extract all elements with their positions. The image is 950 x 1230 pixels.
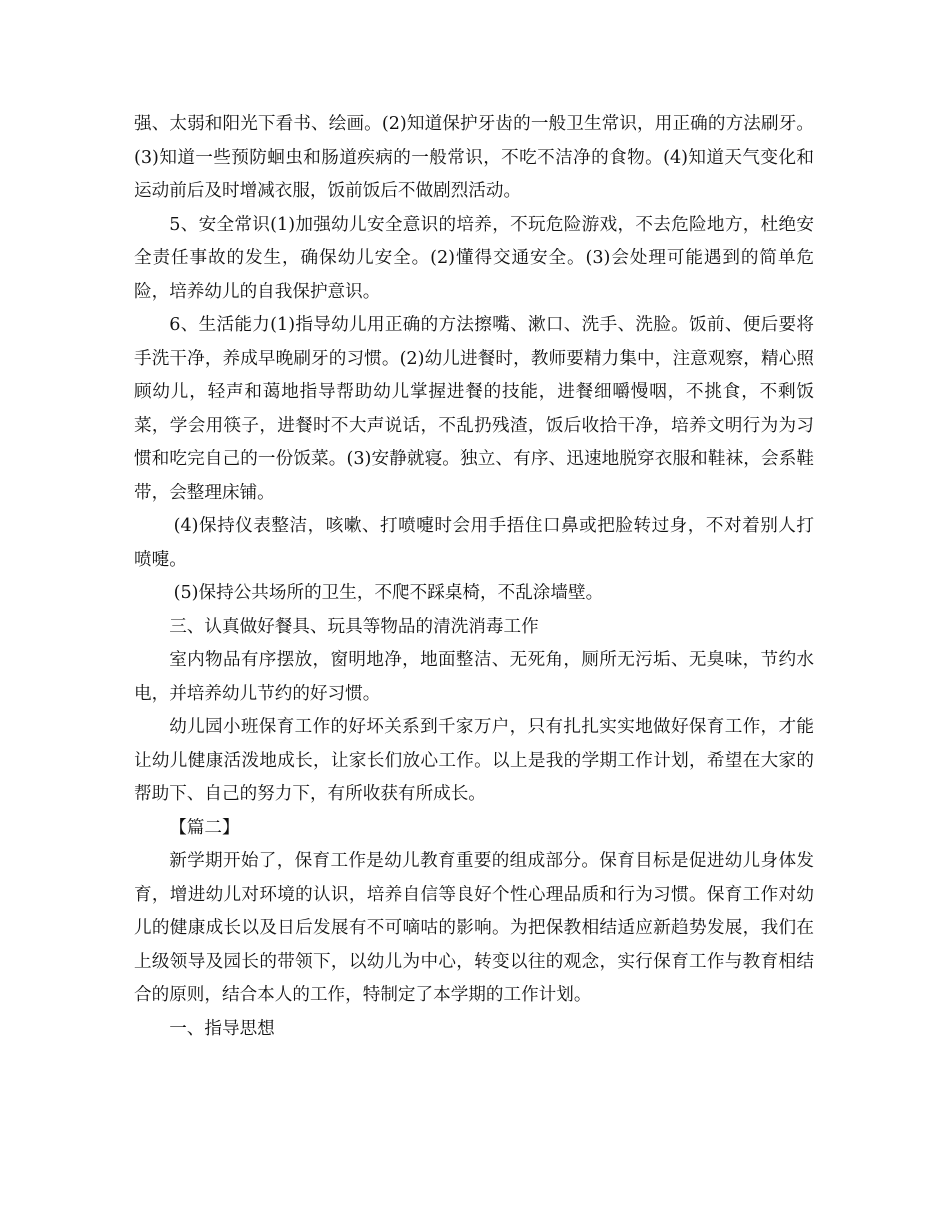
paragraph-conclusion: 幼儿园小班保育工作的好坏关系到千家万户，只有扎扎实实地做好保育工作，才能让幼儿健康活泼地成长，让家长们放心工作。以上是我的学期工作计划，希望在大家的帮助下、自己的努力下，有所收获有所成长。 bbox=[134, 717, 814, 804]
paragraph-life-skills: 6、生活能力(1)指导幼儿用正确的方法擦嘴、漱口、洗手、洗脸。饭前、便后要将手洗干净，养成早晚刷牙的习惯。(2)幼儿进餐时，教师要精力集中，注意观察，精心照顾幼儿，轻声和蔼地指导帮助幼儿掌握进餐的技能，进餐细嚼慢咽，不挑食，不剩饭菜，学会用筷子，进餐时不大声说话，不乱扔残渣，饭后收拾干净，培养文明行为为习惯和吃完自己的一份饭菜。(3)安静就寝。独立、有序、迅速地脱穿衣服和鞋袜，会系鞋带，会整理床铺。 bbox=[134, 315, 814, 503]
paragraph-public-hygiene: (5)保持公共场所的卫生，不爬不踩桌椅，不乱涂墙壁。 bbox=[173, 583, 604, 603]
section-heading-disinfection: 三、认真做好餐具、玩具等物品的清洗消毒工作 bbox=[169, 616, 539, 637]
paragraph-hygiene-continued: 强、太弱和阳光下看书、绘画。(2)知道保护牙齿的一般卫生常识，用正确的方法刷牙。(3)知道一些预防蛔虫和肠道疾病的一般常识，不吃不洁净的食物。(4)知道天气变化和运动前后及时增减衣服，饭前饭后不做剧烈活动。 bbox=[134, 114, 814, 201]
paragraph-new-semester: 新学期开始了，保育工作是幼儿教育重要的组成部分。保育目标是促进幼儿身体发育，增进幼儿对环境的认识，培养自信等良好个性心理品质和行为习惯。保育工作对幼儿的健康成长以及日后发展有不可嘀咕的影响。为把保教相结适应新趋势发展，我们在上级领导及园长的带领下，以幼儿为中心，转变以往的观念，实行保育工作与教育相结合的原则，结合本人的工作，特制定了本学期的工作计划。 bbox=[134, 851, 814, 1005]
paragraph-safety-knowledge: 5、安全常识(1)加强幼儿安全意识的培养，不玩危险游戏，不去危险地方，杜绝安全责任事故的发生，确保幼儿安全。(2)懂得交通安全。(3)会处理可能遇到的简单危险，培养幼儿的自我保护意识。 bbox=[134, 214, 814, 302]
paragraph-appearance: (4)保持仪表整洁，咳嗽、打喷嚏时会用手捂住口鼻或把脸转过身，不对着别人打喷嚏。 bbox=[134, 516, 814, 570]
part-heading-two: 【篇二】 bbox=[169, 817, 240, 838]
paragraph-indoor-items: 室内物品有序摆放，窗明地净，地面整洁、无死角，厕所无污垢、无臭味，节约水电，并培养幼儿节约的好习惯。 bbox=[134, 650, 814, 704]
document-body bbox=[134, 108, 814, 1046]
section-heading-guiding-ideology: 一、指导思想 bbox=[169, 1018, 275, 1039]
